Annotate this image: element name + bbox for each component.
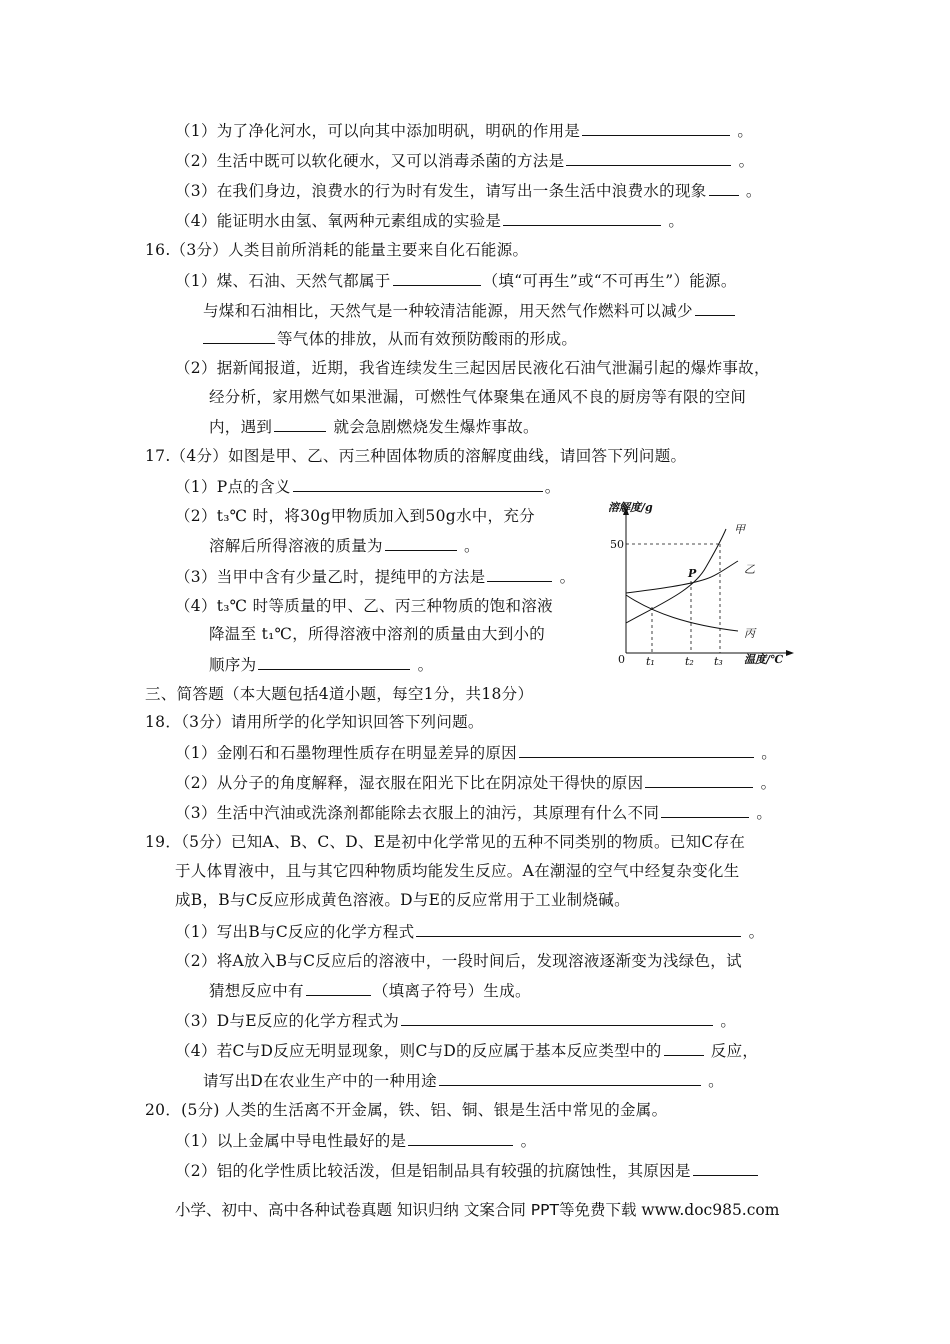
answer-blank[interactable]	[258, 654, 410, 670]
section-3-heading: 三、简答题（本大题包括4道小题，每空1分，共18分）	[145, 685, 534, 703]
x-tick-t3: t₃	[714, 655, 723, 668]
y-axis-label: 溶解度/g	[608, 501, 653, 514]
q18-line-2: （2）从分子的角度解释，湿衣服在阳光下比在阴凉处干得快的原因 。	[175, 774, 777, 792]
footer-url[interactable]: www.doc985.com	[641, 1201, 780, 1219]
x-axis-arrow	[786, 650, 794, 656]
x-tick-t2: t₂	[685, 655, 694, 668]
q19-line-6: 请写出D在农业生产中的一种用途 。	[203, 1072, 724, 1090]
answer-blank[interactable]	[695, 300, 735, 316]
curve-label-yi: 乙	[744, 563, 755, 576]
answer-blank[interactable]	[306, 980, 371, 996]
q16-line-3: 等气体的排放，从而有效预防酸雨的形成。	[203, 328, 577, 349]
answer-blank[interactable]	[664, 1040, 704, 1056]
curve-bing	[626, 595, 738, 631]
q17-stem: 17.（4分）如图是甲、乙、丙三种固体物质的溶解度曲线，请回答下列问题。	[145, 447, 687, 465]
answer-blank[interactable]	[416, 921, 741, 937]
q16-line-2: 与煤和石油相比，天然气是一种较清洁能源，用天然气作燃料可以减少	[203, 300, 737, 321]
answer-blank[interactable]	[487, 566, 552, 582]
q17-line-4: （3）当甲中含有少量乙时，提纯甲的方法是 。	[175, 568, 576, 586]
x-tick-t1: t₁	[646, 655, 655, 668]
answer-blank[interactable]	[693, 1160, 758, 1176]
answer-blank[interactable]	[274, 416, 326, 432]
origin-label: 0	[618, 653, 625, 666]
q19-stem-1: 19．（5分）已知A、B、C、D、E是初中化学常见的五种不同类别的物质。已知C存在	[145, 833, 746, 851]
q17-line-1: （1）P点的含义 。	[175, 478, 561, 496]
curve-jia	[626, 529, 726, 623]
answer-blank[interactable]	[566, 150, 731, 166]
q20-stem: 20．(5分) 人类的生活离不开金属，铁、铝、铜、银是生活中常见的金属。	[145, 1101, 668, 1119]
q19-line-1: （1）写出B与C反应的化学方程式 。	[175, 923, 765, 941]
q19-line-4: （3）D与E反应的化学方程式为 。	[175, 1012, 737, 1030]
footer-text: 小学、初中、高中各种试卷真题 知识归纳 文案合同 PPT等免费下载	[175, 1201, 637, 1219]
q16-line-6: 内，遇到 就会急剧燃烧发生爆炸事故。	[209, 418, 539, 436]
q17-line-7: 顺序为 。	[209, 656, 434, 674]
q20-line-2: （2）铝的化学性质比较活泼，但是铝制品具有较强的抗腐蚀性，其原因是	[175, 1160, 760, 1181]
q17-line-5: （4）t₃℃ 时等质量的甲、乙、丙三种物质的饱和溶液	[175, 597, 553, 615]
solubility-curve-figure	[598, 495, 798, 675]
q18-stem: 18．（3分）请用所学的化学知识回答下列问题。	[145, 713, 484, 731]
answer-blank[interactable]	[385, 535, 457, 551]
q19-stem-2: 于人体胃液中，且与其它四种物质均能发生反应。A在潮湿的空气中经复杂变化生	[175, 862, 740, 880]
x-axis-label: 温度/℃	[744, 653, 784, 666]
q17-line-2: （2）t₃℃ 时，将30g甲物质加入到50g水中，充分	[175, 507, 535, 525]
answer-blank[interactable]	[393, 270, 481, 286]
q15-line-2: （2）生活中既可以软化硬水，又可以消毒杀菌的方法是 。	[175, 152, 755, 170]
answer-blank[interactable]	[582, 120, 730, 136]
q16-line-4: （2）据新闻报道，近期，我省连续发生三起因居民液化石油气泄漏引起的爆炸事故，	[175, 359, 770, 377]
q19-stem-3: 成B，B与C反应形成黄色溶液。D与E的反应常用于工业制烧碱。	[175, 891, 630, 909]
answer-blank[interactable]	[401, 1010, 713, 1026]
q15-line-3: （3）在我们身边，浪费水的行为时有发生，请写出一条生活中浪费水的现象 。	[175, 182, 762, 200]
answer-blank[interactable]	[709, 180, 739, 196]
page-footer	[175, 1200, 779, 1220]
curve-label-jia: 甲	[734, 523, 745, 536]
q17-line-6: 降温至 t₁℃，所得溶液中溶剂的质量由大到小的	[209, 625, 546, 643]
curve-yi	[626, 561, 738, 593]
q18-line-3: （3）生活中汽油或洗涤剂都能除去衣服上的油污，其原理有什么不同 。	[175, 804, 773, 822]
answer-blank[interactable]	[661, 802, 749, 818]
q16-stem: 16.（3分）人类目前所消耗的能量主要来自化石能源。	[145, 241, 529, 259]
answer-blank[interactable]	[439, 1070, 701, 1086]
curve-label-bing: 丙	[744, 627, 755, 640]
q15-line-4: （4）能证明水由氢、氧两种元素组成的实验是 。	[175, 212, 685, 230]
q16-line-5: 经分析，家用燃气如果泄漏，可燃性气体聚集在通风不良的厨房等有限的空间	[209, 388, 747, 406]
q17-line-3: 溶解后所得溶液的质量为 。	[209, 537, 480, 555]
q18-line-1: （1）金刚石和石墨物理性质存在明显差异的原因 。	[175, 744, 778, 762]
point-p-label: P	[688, 567, 697, 580]
answer-blank[interactable]	[203, 328, 275, 344]
q19-line-5: （4）若C与D反应无明显现象，则C与D的反应属于基本反应类型中的 反应，	[175, 1042, 759, 1060]
q20-line-1: （1）以上金属中导电性最好的是 。	[175, 1132, 537, 1150]
q15-line-1: （1）为了净化河水，可以向其中添加明矾，明矾的作用是 。	[175, 122, 754, 140]
answer-blank[interactable]	[408, 1130, 513, 1146]
answer-blank[interactable]	[519, 742, 754, 758]
answer-blank[interactable]	[503, 210, 661, 226]
q19-line-3: 猜想反应中有 （填离子符号）生成。	[209, 982, 531, 1000]
answer-blank[interactable]	[293, 476, 543, 492]
answer-blank[interactable]	[645, 772, 753, 788]
q19-line-2: （2）将A放入B与C反应后的溶液中，一段时间后，发现溶液逐渐变为浅绿色，试	[175, 952, 742, 970]
q16-line-1: （1）煤、石油、天然气都属于 （填“可再生”或“不可再生”）能源。	[175, 272, 737, 290]
y-tick-50: 50	[610, 538, 624, 551]
